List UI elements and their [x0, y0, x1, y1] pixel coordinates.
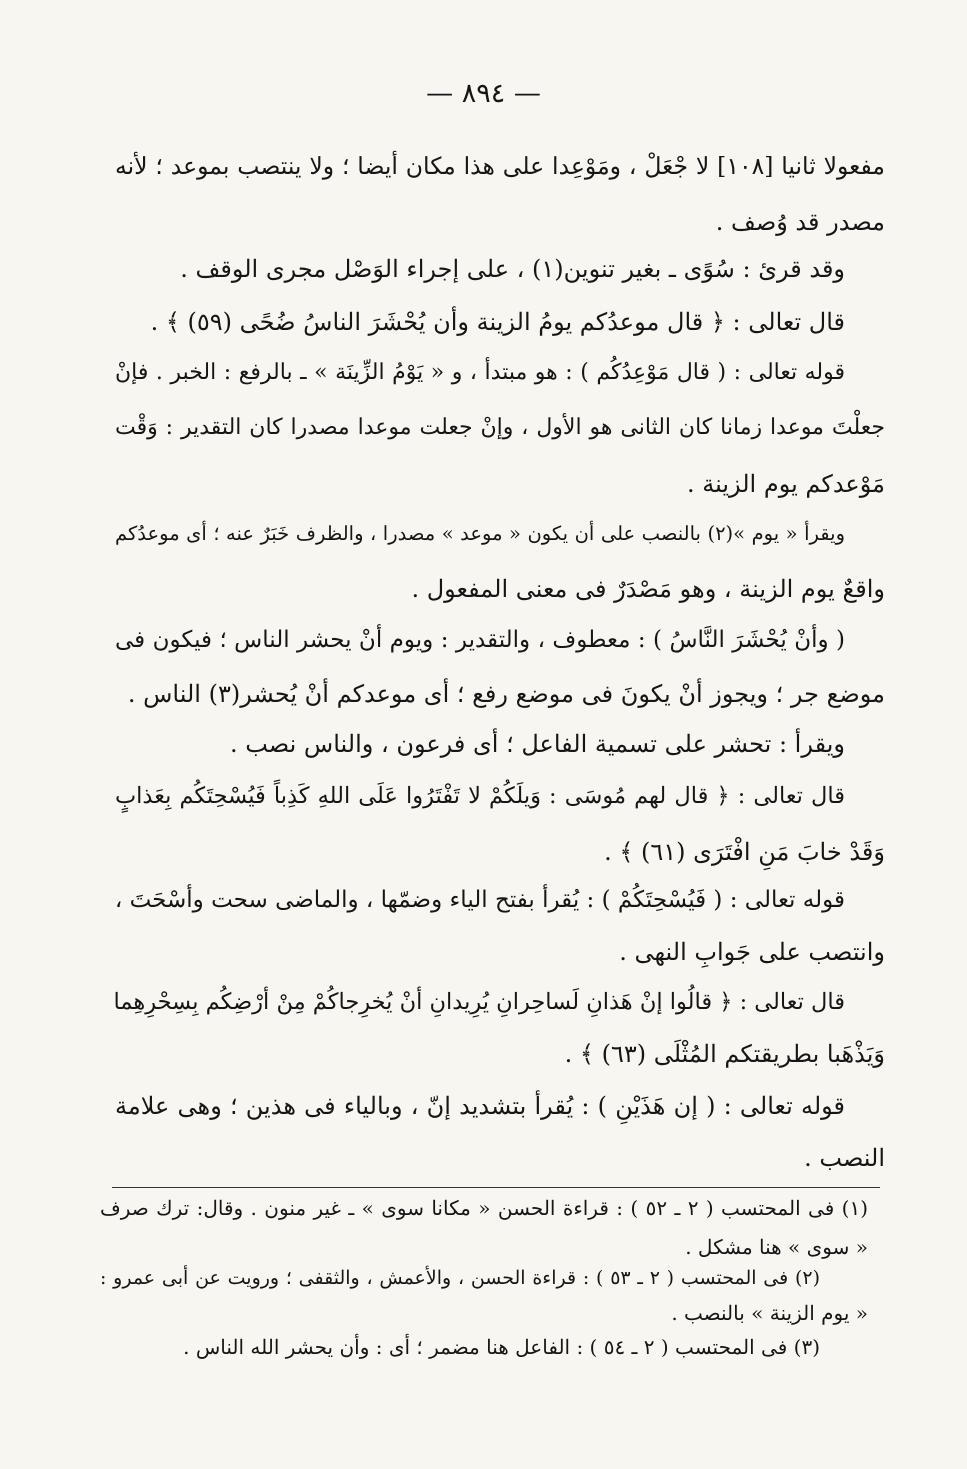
footnote-separator: [112, 1187, 880, 1188]
footnote-line: (٣) فى المحتسب ( ٢ ـ ٥٤ ) : الفاعل هنا مضمر ؛ أى : وأن يحشر الله الناس .: [183, 1335, 820, 1359]
body-line: ( وأنْ يُحْشَرَ النَّاسُ ) : معطوف ، والتقدير : ويوم أنْ يحشر الناس ؛ فيكون فى: [115, 627, 845, 653]
body-line: ويقرأ : تحشر على تسمية الفاعل ؛ أى فرعون ، والناس نصب .: [229, 730, 845, 758]
footnote-line: « سوى » هنا مشكل .: [685, 1235, 868, 1259]
body-line: قال تعالى : ﴿ قال موعدُكم يومُ الزينة وأن يُحْشَرَ الناسُ ضُحًى (٥٩) ﴾ .: [150, 308, 845, 336]
body-line: جعلْتَ موعدا زمانا كان الثانى هو الأول ، وإنْ جعلت موعدا مصدرا كان التقدير : وَقْت: [115, 415, 885, 440]
body-line: وانتصب على جَوابِ النهى .: [619, 938, 885, 966]
body-line: قوله تعالى : ( إن هَذَيْنِ ) : يُقرأ بتشديد إنّ ، وبالياء فى هذين ؛ وهى علامة: [115, 1092, 845, 1120]
body-line: موضع جر ؛ ويجوز أنْ يكونَ فى موضع رفع ؛ أى موعدكم أنْ يُحشر(٣) الناس .: [127, 680, 885, 708]
page-number: — ٨٩٤ —: [426, 78, 541, 109]
body-line: قوله تعالى : ( فَيُسْحِتَكُمْ ) : يُقرأ بفتح الياء وضمّها ، والماضى سحت وأسْحَتَ ،: [114, 887, 845, 913]
body-line: وَقَدْ خابَ مَنِ افْتَرَى (٦١) ﴾ .: [604, 838, 885, 866]
body-line: وقد قرئ : سُوًى ـ بغير تنوين(١) ، على إجراء الوَصْل مجرى الوقف .: [180, 255, 845, 283]
body-line: ويقرأ « يوم »(٢) بالنصب على أن يكون « موعد » مصدرا ، والظرف خَبَرٌ عنه ؛ أى موعدُكم: [115, 522, 845, 545]
footnote-line: « يوم الزينة » بالنصب .: [671, 1301, 868, 1325]
body-line: النصب .: [804, 1144, 885, 1172]
body-line: قال تعالى : ﴿ قال لهم مُوسَى : وَيلَكُمْ لا تَفْتَرُوا عَلَى اللهِ كَذِباً فَيُسْحِتَكُم بِعَذابٍ: [115, 783, 845, 809]
body-line: مفعولا ثانيا [١٠٨] لا جْعَلْ ، ومَوْعِدا على هذا مكان أيضا ؛ ولا ينتصب بموعد ؛ لأنه: [115, 152, 885, 180]
footnote-line: (١) فى المحتسب ( ٢ ـ ٥٢ ) : قراءة الحسن « مكانا سوى » ـ غير منون . وقال: ترك صرف: [100, 1196, 868, 1220]
body-line: مَوْعدكم يوم الزينة .: [686, 470, 885, 498]
body-line: وَيَذْهَبا بطريقتكم المُثْلَى (٦٣) ﴾ .: [564, 1040, 885, 1068]
body-line: مصدر قد وُصف .: [715, 208, 885, 236]
body-line: قوله تعالى : ( قال مَوْعِدُكُم ) : هو مبتدأ ، و « يَوْمُ الزِّينَة » ـ بالرفع : الخبر . فإنْ: [115, 360, 845, 385]
body-line: قال تعالى : ﴿ قالُوا إنْ هَذانِ لَساحِرانِ يُرِيدانِ أنْ يُخرِجاكُمْ مِنْ أرْضِكُم بِسِحْرِهِما: [113, 989, 845, 1015]
body-line: واقعٌ يوم الزينة ، وهو مَصْدَرٌ فى معنى المفعول .: [411, 575, 885, 603]
footnote-line: (٢) فى المحتسب ( ٢ ـ ٥٣ ) : قراءة الحسن ، والأعمش ، والثقفى ؛ ورويت عن أبى عمرو :: [100, 1267, 821, 1289]
